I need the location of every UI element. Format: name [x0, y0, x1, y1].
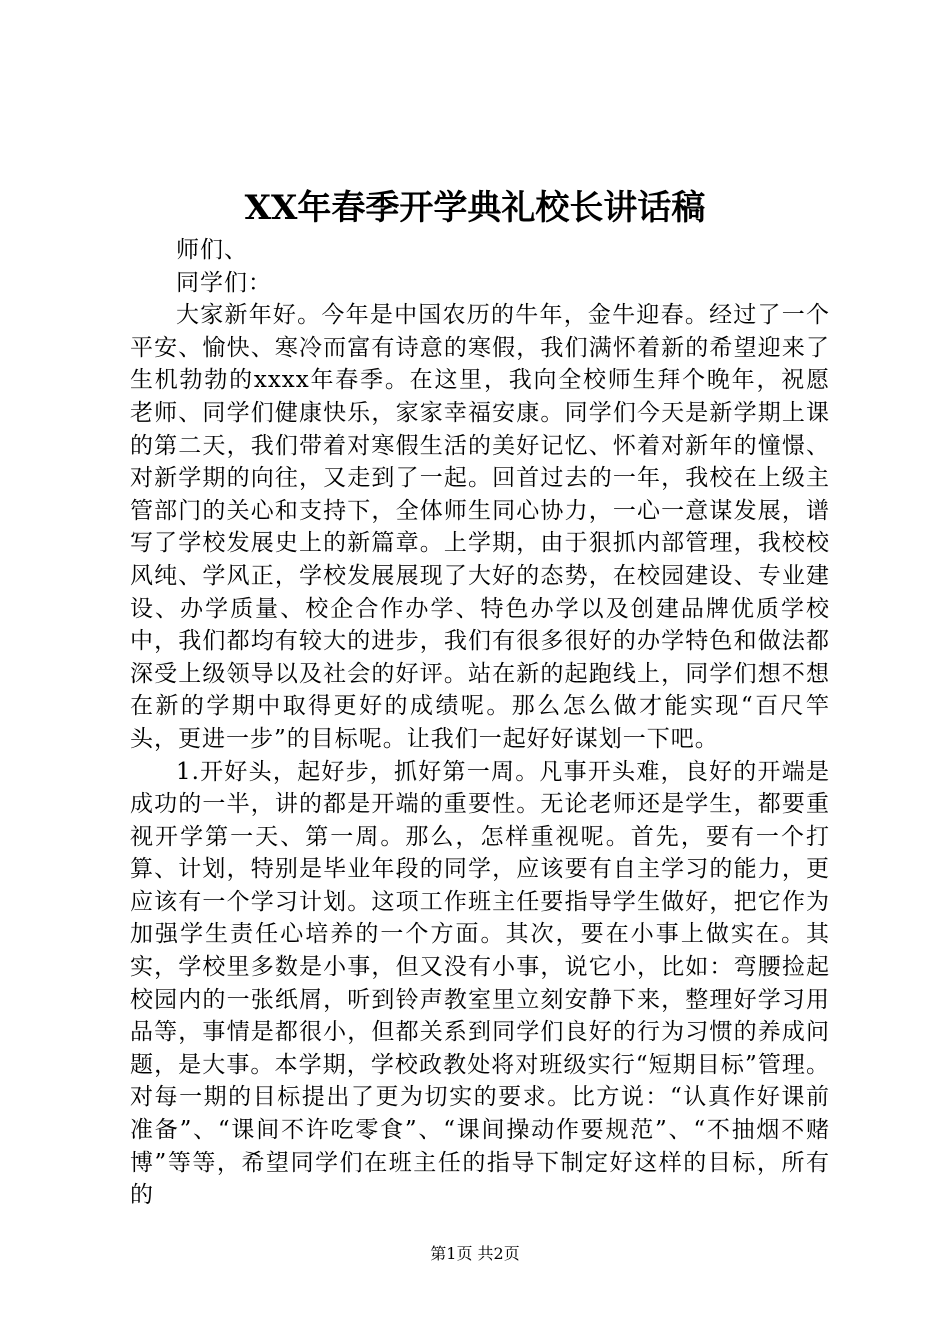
body-paragraph-2: 1.开好头，起好步，抓好第一周。凡事开头难，良好的开端是成功的一半，讲的都是开端的重要性。无论老师还是学生，都要重视开学第一天、第一周。那么，怎样重视呢。首先，要有一个打算、计划，特别是毕业年段的同学，应该要有自主学习的能力，更应该有一个学习计划。这项工作班主任要指导学生做好，把它作为加强学生责任心培养的一个方面。其次，要在小事上做实在。其实，学校里多数是小事，但又没有小事，说它小，比如：弯腰捡起校园内的一张纸屑，听到铃声教室里立刻安静下来，整理好学习用品等，事情是都很小，但都关系到同学们良好的行为习惯的养成问题，是大事。本学期，学校政教处将对班级实行“短期目标”管理。对每一期的目标提出了更为切实的要求。比方说：“认真作好课前准备”、“课间不许吃零食”、“课间操动作要规范”、“不抽烟不赌博”等等，希望同学们在班主任的指导下制定好这样的目标，所有的: [130, 758, 830, 1209]
page-number-footer: 第1页 共2页: [430, 1244, 520, 1263]
document-title: XX年春季开学典礼校长讲话稿: [244, 188, 706, 228]
document-body: [130, 234, 830, 1212]
salutation-line-1: 师们、: [176, 237, 248, 263]
salutation-line-2: 同学们：: [176, 269, 272, 296]
body-paragraph-1: 大家新年好。今年是中国农历的牛年，金牛迎春。经过了一个平安、愉快、寒冷而富有诗意的寒假，我们满怀着新的希望迎来了生机勃勃的xxxx年春季。在这里，我向全校师生拜个晚年，祝愿老师、同学们健康快乐，家家幸福安康。同学们今天是新学期上课的第二天，我们带着对寒假生活的美好记忆、怀着对新年的憧憬、对新学期的向往，又走到了一起。回首过去的一年，我校在上级主管部门的关心和支持下，全体师生同心协力，一心一意谋发展，谱写了学校发展史上的新篇章。上学期，由于狠抓内部管理，我校校风纯、学风正，学校发展展现了大好的态势，在校园建设、专业建设、办学质量、校企合作办学、特色办学以及创建品牌优质学校中，我们都均有较大的进步，我们有很多很好的办学特色和做法都深受上级领导以及社会的好评。站在新的起跑线上，同学们想不想在新的学期中取得更好的成绩呢。那么怎么做才能实现“百尺竿头，更进一步”的目标呢。让我们一起好好谋划一下吧。: [130, 302, 830, 752]
